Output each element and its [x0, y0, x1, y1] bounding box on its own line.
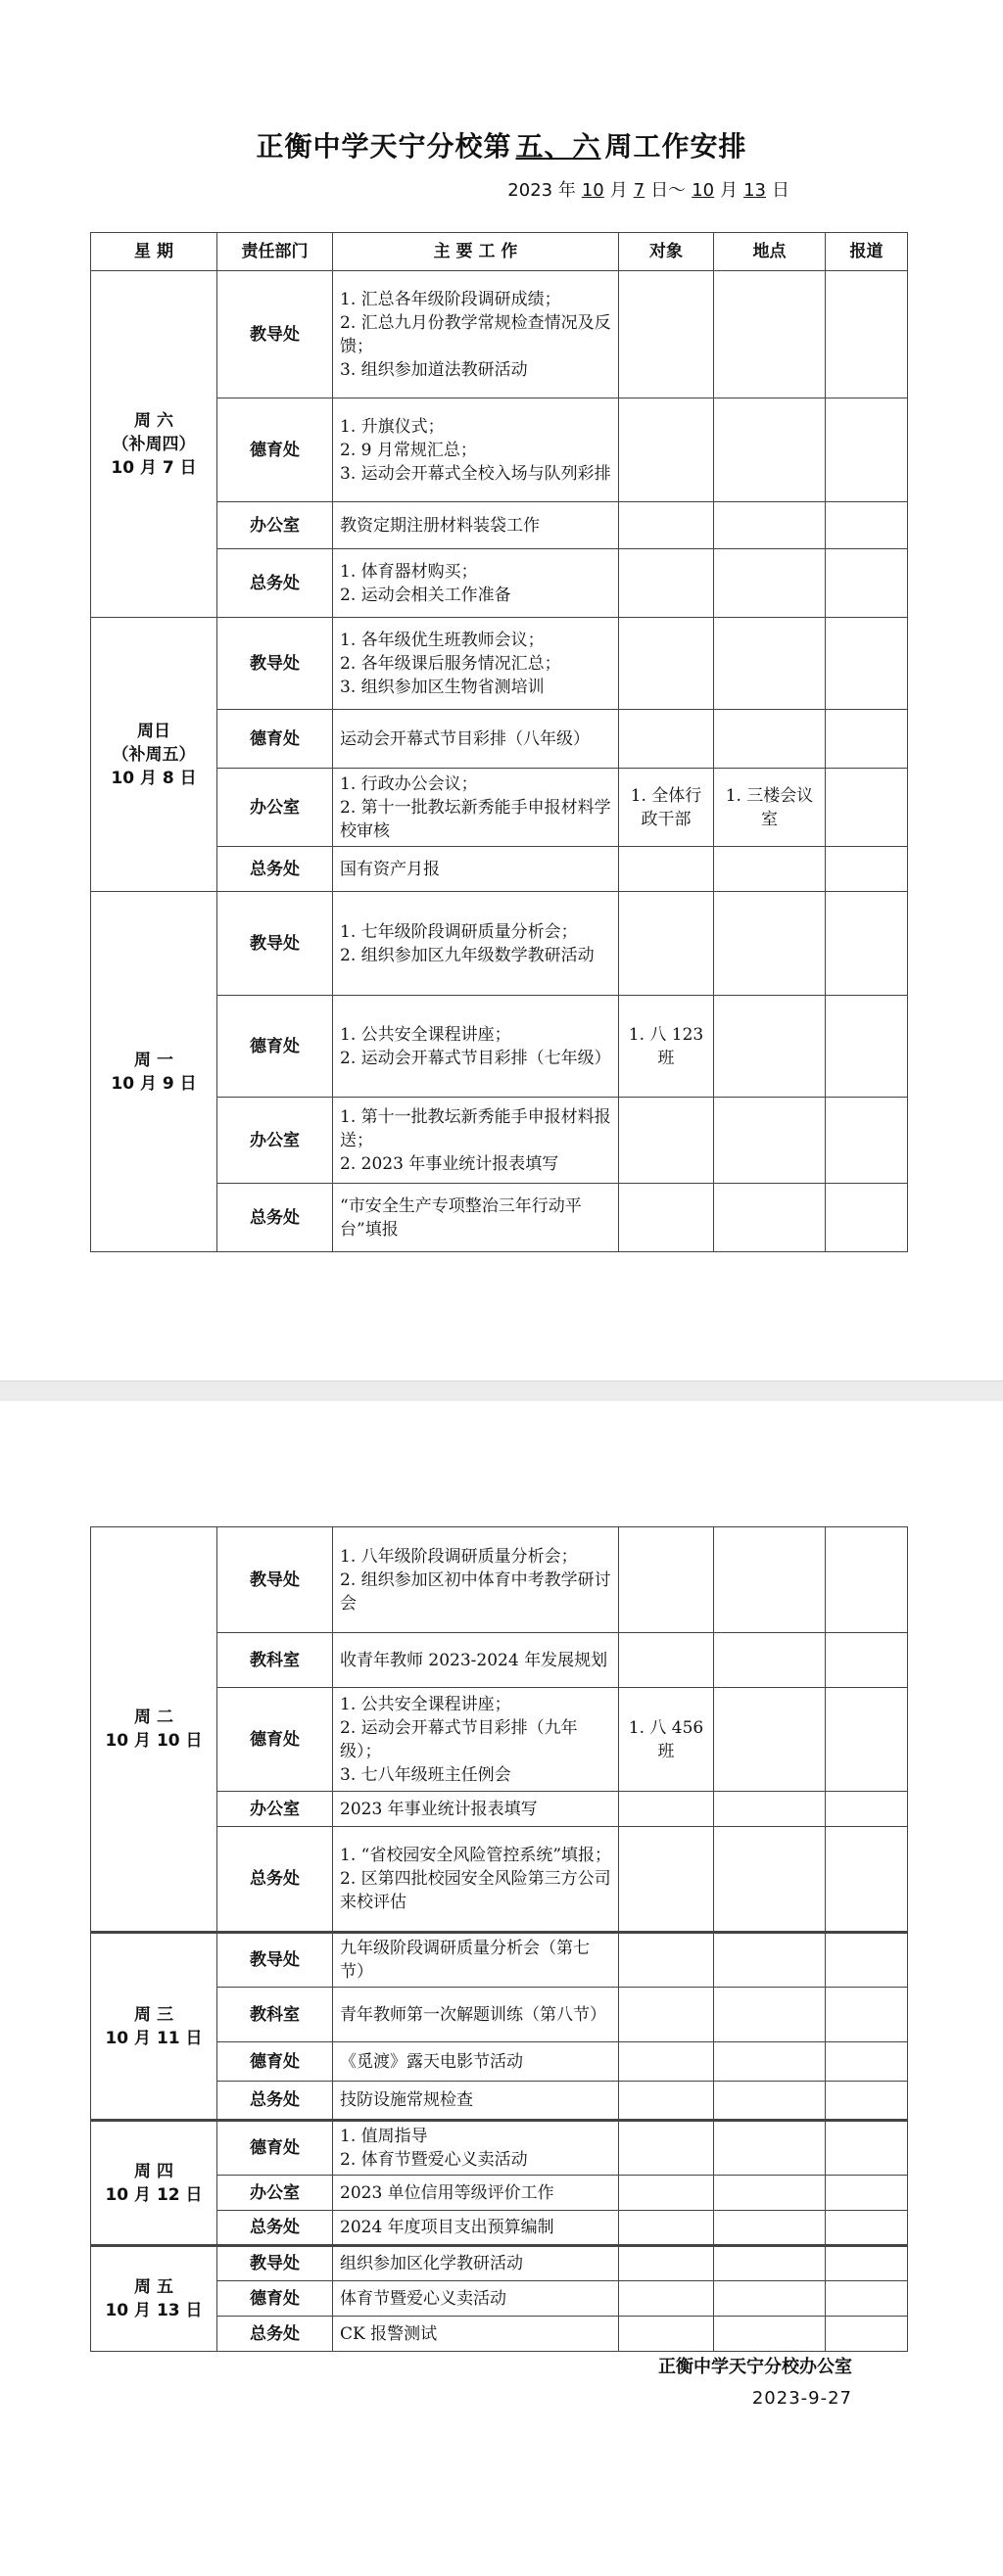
- place-cell: [714, 1184, 826, 1252]
- title-weeks: 五、六: [515, 130, 601, 163]
- work-line: 2. 2023 年事业统计报表填写: [340, 1153, 559, 1174]
- dept-cell: 德育处: [217, 2121, 333, 2176]
- start-month: 10: [581, 180, 604, 201]
- target-cell: [619, 2281, 714, 2317]
- report-cell: [826, 847, 908, 892]
- dept-cell: 教导处: [217, 271, 333, 398]
- report-cell: [826, 996, 908, 1098]
- report-cell: [826, 1792, 908, 1827]
- work-cell: [333, 618, 619, 710]
- place-cell: [714, 2042, 826, 2082]
- work-line: 组织参加区化学教研活动: [340, 2254, 523, 2273]
- work-cell: [333, 398, 619, 502]
- work-line: 1. 体育器材购买；: [340, 561, 478, 582]
- dept-cell: 总务处: [217, 2317, 333, 2352]
- report-cell: [826, 618, 908, 710]
- target-cell: [619, 1827, 714, 1933]
- dept-cell: 办公室: [217, 2176, 333, 2211]
- target-cell: [619, 502, 714, 549]
- day-cell-friday: [91, 2246, 217, 2352]
- work-line: 1. 行政办公会议；: [340, 773, 478, 794]
- place-cell: 1. 三楼会议室: [714, 769, 826, 847]
- work-line: 1. 各年级优生班教师会议；: [340, 630, 545, 650]
- place-cell: [714, 1633, 826, 1688]
- dept-cell: 德育处: [217, 996, 333, 1098]
- place-cell: [714, 710, 826, 769]
- report-cell: [826, 2121, 908, 2176]
- place-cell: [714, 2211, 826, 2246]
- dept-cell: 办公室: [217, 769, 333, 847]
- day-name: 周 一: [134, 1050, 173, 1070]
- work-line: 2. 各年级课后服务情况汇总；: [340, 653, 561, 674]
- work-line: 2023 年事业统计报表填写: [340, 1799, 538, 1819]
- report-cell: [826, 1098, 908, 1184]
- header-target: 对象: [619, 233, 714, 271]
- report-cell: [826, 1633, 908, 1688]
- place-cell: [714, 1098, 826, 1184]
- work-line: 1. “省校园安全风险管控系统”填报；: [340, 1846, 612, 1865]
- place-cell: [714, 1688, 826, 1792]
- target-cell: [619, 2042, 714, 2082]
- target-cell: [619, 2121, 714, 2176]
- day-name: 周日: [137, 721, 170, 741]
- start-day: 7: [633, 180, 645, 201]
- report-cell: [826, 1184, 908, 1252]
- place-cell: [714, 549, 826, 618]
- work-line: 1. 汇总各年级阶段调研成绩；: [340, 289, 561, 309]
- day-date: 10 月 10 日: [105, 1731, 203, 1751]
- header-weekday: 星 期: [91, 233, 217, 271]
- place-cell: [714, 1988, 826, 2042]
- report-cell: [826, 398, 908, 502]
- target-cell: [619, 2211, 714, 2246]
- report-cell: [826, 1688, 908, 1792]
- work-line: 1. 七年级阶段调研质量分析会；: [340, 921, 578, 942]
- work-line: 2. 组织参加区九年级数学教研活动: [340, 945, 595, 965]
- page-break: [0, 1381, 1003, 1402]
- dept-cell: 办公室: [217, 1098, 333, 1184]
- header-row: [91, 233, 908, 271]
- target-cell: [619, 1988, 714, 2042]
- place-cell: [714, 2317, 826, 2352]
- report-cell: [826, 710, 908, 769]
- report-cell: [826, 271, 908, 398]
- work-line: 教资定期注册材料装袋工作: [340, 515, 540, 536]
- work-cell: [333, 2121, 619, 2176]
- year: 2023 年: [507, 180, 576, 201]
- schedule-table-page2: [90, 1526, 908, 2352]
- target-cell: [619, 2082, 714, 2121]
- dept-cell: 总务处: [217, 2082, 333, 2121]
- target-cell: [619, 618, 714, 710]
- work-line: 2. 运动会开幕式节目彩排（九年级）；: [340, 1717, 578, 1761]
- work-cell: [333, 996, 619, 1098]
- target-cell: [619, 1792, 714, 1827]
- place-cell: [714, 2082, 826, 2121]
- table-row: [91, 1933, 908, 1988]
- work-line: 1. 值周指导: [340, 2127, 428, 2146]
- place-cell: [714, 502, 826, 549]
- month-label-1: 月: [609, 180, 628, 201]
- dept-cell: 办公室: [217, 1792, 333, 1827]
- day-label: 日～: [650, 180, 687, 201]
- table-row: [91, 892, 908, 996]
- dept-cell: 教导处: [217, 892, 333, 996]
- dept-cell: 总务处: [217, 2211, 333, 2246]
- dept-cell: 德育处: [217, 710, 333, 769]
- work-cell: [333, 2211, 619, 2246]
- target-cell: [619, 847, 714, 892]
- day-cell-thursday: [91, 2121, 217, 2246]
- work-line: “市安全生产专项整治三年行动平台”填报: [340, 1195, 582, 1240]
- day-cell-monday: [91, 892, 217, 1252]
- day-note: （补周四）: [112, 434, 196, 454]
- end-label: 日: [772, 180, 789, 201]
- work-line: 1. 公共安全课程讲座；: [340, 1694, 511, 1714]
- place-cell: [714, 2281, 826, 2317]
- work-cell: [333, 1527, 619, 1633]
- report-cell: [826, 2042, 908, 2082]
- target-cell: [619, 2317, 714, 2352]
- report-cell: [826, 549, 908, 618]
- target-cell: [619, 1527, 714, 1633]
- day-name: 周 三: [134, 2004, 173, 2025]
- target-cell: [619, 892, 714, 996]
- place-cell: [714, 1827, 826, 1933]
- work-line: 体育节暨爱心义卖活动: [340, 2288, 506, 2309]
- dept-cell: 总务处: [217, 549, 333, 618]
- work-line: 九年级阶段调研质量分析会（第七节）: [340, 1939, 590, 1982]
- day-date: 10 月 8 日: [111, 768, 197, 788]
- report-cell: [826, 2082, 908, 2121]
- work-cell: [333, 847, 619, 892]
- work-cell: [333, 1184, 619, 1252]
- work-cell: [333, 2317, 619, 2352]
- work-cell: [333, 1827, 619, 1933]
- day-cell-sunday: [91, 618, 217, 892]
- dept-cell: 教科室: [217, 1633, 333, 1688]
- dept-cell: 教导处: [217, 1933, 333, 1988]
- target-cell: 1. 八 456 班: [619, 1688, 714, 1792]
- target-cell: [619, 1933, 714, 1988]
- header-report: 报道: [826, 233, 908, 271]
- work-line: 2023 单位信用等级评价工作: [340, 2182, 554, 2203]
- work-cell: [333, 271, 619, 398]
- target-cell: [619, 2176, 714, 2211]
- title-prefix: 正衡中学天宁分校第: [256, 130, 512, 163]
- work-line: 1. 八年级阶段调研质量分析会；: [340, 1546, 578, 1567]
- dept-cell: 教导处: [217, 618, 333, 710]
- work-line: 2. 运动会相关工作准备: [340, 585, 511, 605]
- target-cell: [619, 2246, 714, 2281]
- work-cell: [333, 2281, 619, 2317]
- day-note: （补周五）: [112, 744, 196, 765]
- place-cell: [714, 2246, 826, 2281]
- report-cell: [826, 1827, 908, 1933]
- report-cell: [826, 2176, 908, 2211]
- report-cell: [826, 1988, 908, 2042]
- table-row: [91, 2246, 908, 2281]
- dept-cell: 教科室: [217, 1988, 333, 2042]
- dept-cell: 教导处: [217, 1527, 333, 1633]
- header-place: 地点: [714, 233, 826, 271]
- report-cell: [826, 769, 908, 847]
- day-name: 周 六: [134, 410, 173, 431]
- day-name: 周 二: [134, 1708, 173, 1727]
- target-cell: [619, 271, 714, 398]
- work-line: 2. 运动会开幕式节目彩排（七年级）: [340, 1048, 611, 1068]
- work-cell: [333, 1688, 619, 1792]
- work-line: 3. 组织参加道法教研活动: [340, 359, 528, 380]
- table-row: [91, 618, 908, 710]
- day-cell-saturday: [91, 271, 217, 618]
- title-suffix: 周工作安排: [604, 130, 747, 163]
- day-name: 周 五: [134, 2277, 173, 2297]
- work-line: 3. 七八年级班主任例会: [340, 1764, 511, 1785]
- dept-cell: 总务处: [217, 847, 333, 892]
- work-line: 3. 组织参加区生物省测培训: [340, 677, 545, 697]
- place-cell: [714, 847, 826, 892]
- target-cell: [619, 710, 714, 769]
- target-cell: [619, 398, 714, 502]
- report-cell: [826, 2211, 908, 2246]
- document-title: [0, 125, 1003, 164]
- table-row: [91, 2121, 908, 2176]
- work-cell: [333, 549, 619, 618]
- end-month: 10: [692, 180, 715, 201]
- place-cell: [714, 2176, 826, 2211]
- work-line: 2. 体育节暨爱心义卖活动: [340, 2150, 528, 2170]
- work-line: CK 报警测试: [340, 2323, 438, 2344]
- header-main-work: 主 要 工 作: [333, 233, 619, 271]
- work-cell: [333, 710, 619, 769]
- place-cell: [714, 892, 826, 996]
- report-cell: [826, 2281, 908, 2317]
- work-line: 2. 区第四批校园安全风险第三方公司来校评估: [340, 1869, 611, 1912]
- work-cell: [333, 2082, 619, 2121]
- work-cell: [333, 1633, 619, 1688]
- work-cell: [333, 1933, 619, 1988]
- target-cell: [619, 1633, 714, 1688]
- day-date: 10 月 7 日: [111, 457, 197, 478]
- footer-date: 2023-9-27: [751, 2388, 852, 2409]
- work-cell: [333, 2042, 619, 2082]
- report-cell: [826, 502, 908, 549]
- dept-cell: 教导处: [217, 2246, 333, 2281]
- target-cell: [619, 1184, 714, 1252]
- page-2: [0, 1401, 1003, 2576]
- work-line: 2. 9 月常规汇总；: [340, 440, 477, 460]
- day-date: 10 月 12 日: [105, 2184, 203, 2205]
- work-cell: [333, 769, 619, 847]
- work-line: 技防设施常规检查: [340, 2090, 473, 2110]
- schedule-table-page1: [90, 232, 908, 1252]
- work-line: 2. 第十一批教坛新秀能手申报材料学校审核: [340, 797, 611, 841]
- work-line: 青年教师第一次解题训练（第八节）: [340, 2004, 606, 2025]
- document-footer: [658, 2353, 852, 2409]
- work-line: 国有资产月报: [340, 859, 440, 879]
- work-line: 1. 公共安全课程讲座；: [340, 1024, 511, 1045]
- place-cell: [714, 996, 826, 1098]
- work-line: 2. 汇总九月份教学常规检查情况及反馈；: [340, 312, 611, 356]
- report-cell: [826, 1933, 908, 1988]
- date-range: [507, 176, 789, 202]
- work-cell: [333, 2176, 619, 2211]
- dept-cell: 德育处: [217, 398, 333, 502]
- dept-cell: 办公室: [217, 502, 333, 549]
- place-cell: [714, 271, 826, 398]
- work-cell: [333, 502, 619, 549]
- dept-cell: 总务处: [217, 1184, 333, 1252]
- target-cell: 1. 全体行政干部: [619, 769, 714, 847]
- day-cell-tuesday: [91, 1527, 217, 1933]
- place-cell: [714, 1792, 826, 1827]
- work-line: 1. 第十一批教坛新秀能手申报材料报送；: [340, 1106, 611, 1150]
- target-cell: [619, 549, 714, 618]
- dept-cell: 德育处: [217, 2281, 333, 2317]
- table-row: [91, 1527, 908, 1633]
- work-cell: [333, 1098, 619, 1184]
- work-line: 《觅渡》露天电影节活动: [340, 2051, 523, 2072]
- target-cell: [619, 1098, 714, 1184]
- place-cell: [714, 398, 826, 502]
- end-day: 13: [743, 180, 766, 201]
- day-date: 10 月 11 日: [105, 2028, 203, 2048]
- work-line: 2. 组织参加区初中体育中考教学研讨会: [340, 1569, 611, 1614]
- header-department: 责任部门: [217, 233, 333, 271]
- work-cell: [333, 2246, 619, 2281]
- day-date: 10 月 9 日: [111, 1073, 197, 1094]
- day-name: 周 四: [134, 2161, 173, 2181]
- dept-cell: 总务处: [217, 1827, 333, 1933]
- report-cell: [826, 2246, 908, 2281]
- footer-office: 正衡中学天宁分校办公室: [658, 2357, 852, 2377]
- work-cell: [333, 1988, 619, 2042]
- report-cell: [826, 2317, 908, 2352]
- place-cell: [714, 618, 826, 710]
- work-cell: [333, 1792, 619, 1827]
- day-cell-wednesday: [91, 1933, 217, 2121]
- dept-cell: 德育处: [217, 1688, 333, 1792]
- target-cell: 1. 八 123 班: [619, 996, 714, 1098]
- work-cell: [333, 892, 619, 996]
- table-row: [91, 271, 908, 398]
- report-cell: [826, 1527, 908, 1633]
- month-label-2: 月: [720, 180, 739, 201]
- day-date: 10 月 13 日: [105, 2301, 203, 2320]
- dept-cell: 德育处: [217, 2042, 333, 2082]
- place-cell: [714, 1933, 826, 1988]
- place-cell: [714, 2121, 826, 2176]
- work-line: 2024 年度项目支出预算编制: [340, 2218, 554, 2237]
- work-line: 收青年教师 2023-2024 年发展规划: [340, 1650, 608, 1670]
- work-line: 3. 运动会开幕式全校入场与队列彩排: [340, 463, 611, 484]
- work-line: 运动会开幕式节目彩排（八年级）: [340, 728, 590, 749]
- report-cell: [826, 892, 908, 996]
- place-cell: [714, 1527, 826, 1633]
- work-line: 1. 升旗仪式；: [340, 416, 445, 437]
